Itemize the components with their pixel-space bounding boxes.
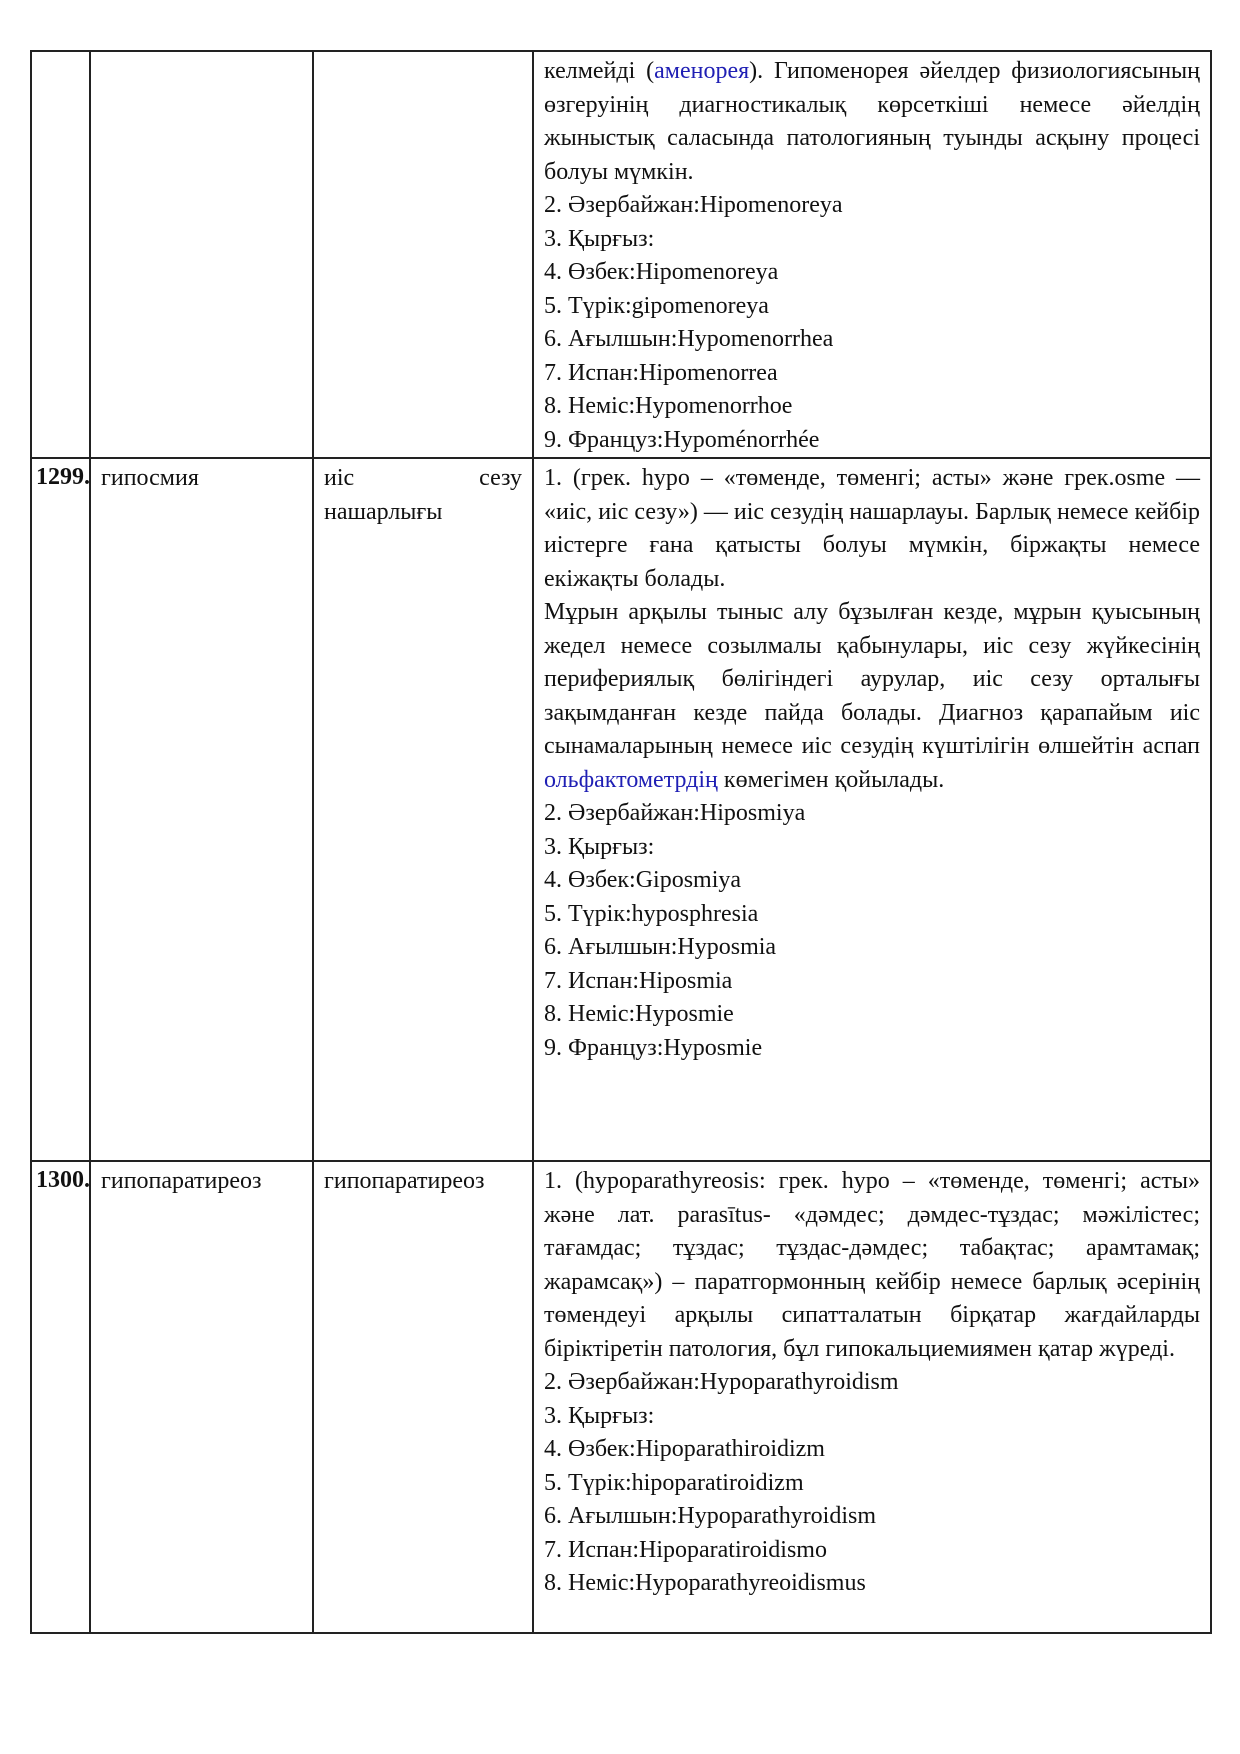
lang-item: 7. Испан:Hipoparatiroidismo (544, 1536, 827, 1563)
definition-text: келмейді (аменорея). Гипоменорея әйелдер физиологиясының өзгеруінің диагностикалық көрсеткіші немесе әйелдің жыныстық саласында патологияның туынды асқыну процесі болуы мүмкін. (544, 58, 1200, 185)
entry-number (31, 51, 90, 458)
entry-term (90, 51, 313, 458)
entry-definition (533, 1161, 1211, 1633)
entry-translation: гипопаратиреоз (313, 1161, 533, 1633)
lang-item: 4. Өзбек:Hipomenoreya (544, 259, 779, 285)
lang-item: 8. Неміс:Hypomenorrhoe (544, 393, 793, 419)
entry-definition (533, 458, 1211, 1161)
lang-item: 3. Қырғыз: (544, 225, 655, 252)
lang-item: 4. Өзбек:Giposmiya (544, 867, 742, 893)
lang-item: 2. Әзербайжан:Hiposmiya (544, 800, 806, 826)
entry-term: гипосмия (90, 458, 313, 1161)
lang-item: 3. Қырғыз: (544, 833, 655, 860)
lang-item: 8. Неміс:Hyposmie (544, 1001, 734, 1027)
lang-item: 5. Түрік:hyposphresia (544, 900, 759, 927)
definition-text: 1. (грек. hypo – «төменде, төменгі; асты» және грек.osme — «иіс, иіс сезу») — иіс сезудің нашарлауы. Барлық немесе кейбір иістерге ғана қатысты болуы мүмкін, біржақты немесе екіжақты болады. (544, 465, 1200, 592)
lang-item: 5. Түрік:gipomenoreya (544, 292, 769, 319)
table-row (31, 51, 1211, 458)
lang-item: 2. Әзербайжан:Hipomenoreya (544, 192, 843, 218)
term-link[interactable]: ольфактометрдің (544, 766, 718, 793)
lang-item: 8. Неміс:Hypoparathyreoidismus (544, 1570, 866, 1596)
lang-item: 9. Француз:Hypoménorrhée (544, 426, 820, 453)
entry-translation: иіс сезу нашарлығы (313, 458, 533, 1161)
definition-text: 1. (hypoparathyreosis: грек. hypo – «төменде, төменгі; асты» және лат. parasītus- «дәмдес; дәмдес-тұздас; мәжілістес; тағамдас; тұздас; тұздас-дәмдес; табақтас; арамтамақ; жарамсақ») – паратгормонның кейбір немесе барлық әсерінің төмендеуі арқылы сипатталатын бірқатар жағдайларды біріктіретін патология, бұл гипокальциемиямен қатар жүреді. (544, 1168, 1200, 1362)
entry-number: 1299. (31, 458, 90, 1161)
lang-item: 7. Испан:Hipomenorrea (544, 359, 778, 386)
table-row (31, 1161, 1211, 1633)
entry-term: гипопаратиреоз (90, 1161, 313, 1633)
definition-text: Мұрын арқылы тыныс алу бұзылған кезде, мұрын қуысының жедел немесе созылмалы қабынулары, иіс сезу жүйкесінің перифериялық бөлігіндегі аурулар, иіс сезу орталығы зақымданған кезде пайда болады. Диагноз қарапайым иіс сынамаларының немесе иіс сезудің күштілігін өлшейтін аспап ольфактометрдің көмегімен қойылады. (544, 599, 1200, 793)
lang-item: 4. Өзбек:Hipoparathiroidizm (544, 1436, 825, 1462)
table-row (31, 458, 1211, 1161)
lang-item: 5. Түрік:hipoparatiroidizm (544, 1469, 804, 1496)
lang-item: 3. Қырғыз: (544, 1402, 655, 1429)
lang-item: 2. Әзербайжан:Hypoparathyroidism (544, 1369, 899, 1395)
lang-item: 6. Ағылшын:Hyposmia (544, 934, 777, 960)
dictionary-table (30, 50, 1212, 1634)
lang-item: 6. Ағылшын:Hypomenorrhea (544, 326, 834, 352)
term-link[interactable]: аменорея (654, 58, 750, 84)
lang-item: 9. Француз:Hyposmie (544, 1034, 763, 1061)
lang-item: 6. Ағылшын:Hypoparathyroidism (544, 1503, 877, 1529)
entry-definition (533, 51, 1211, 458)
lang-item: 7. Испан:Hiposmia (544, 967, 733, 994)
entry-translation (313, 51, 533, 458)
entry-number: 1300. (31, 1161, 90, 1633)
